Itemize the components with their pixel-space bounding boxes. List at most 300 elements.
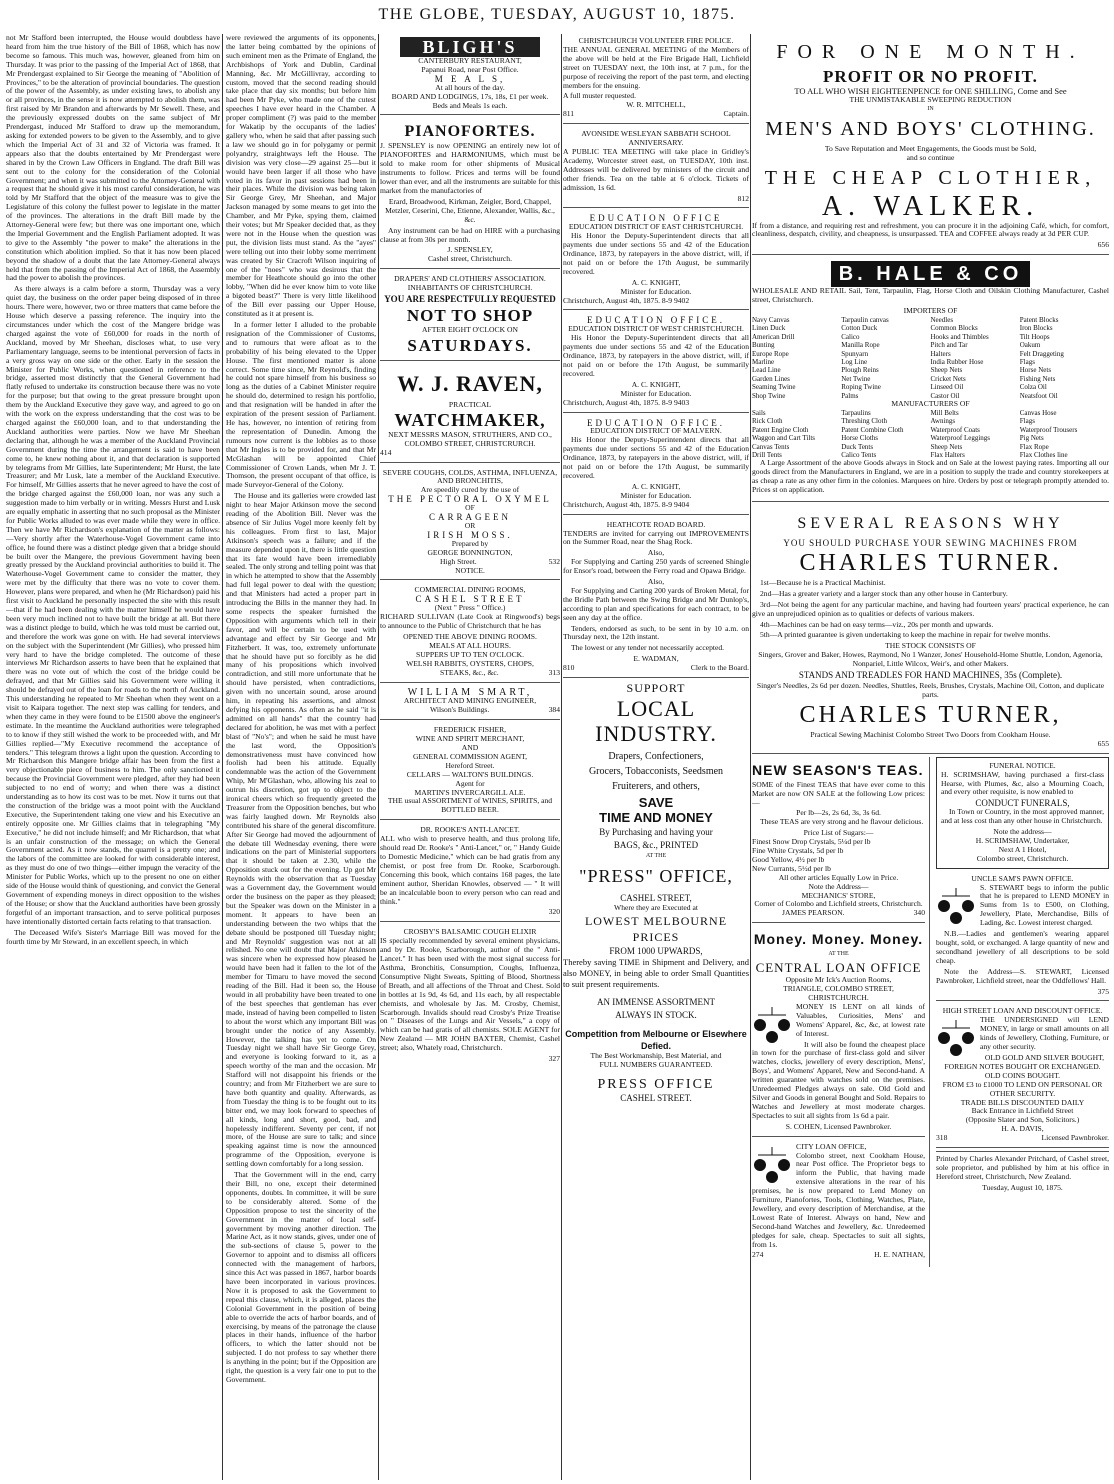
hale-make-list: [752, 409, 1109, 459]
hale-make-item: Sheep Nets: [930, 442, 963, 451]
pianofortes-body: J. SPENSLEY is now OPENING an entirely new lot of PIANOFORTES and HARMONIUMS, which must be sold to make room for other shipments of Musical instruments to follow. Prices and terms will be found lower than ever, and all the instruments are suitable for this market from the manufactories of: [380, 141, 560, 195]
cityloan-num: 274: [752, 1250, 764, 1260]
money-body: MONEY IS LENT on all kinds of Valuables, Curiosities, Mens' and Womens' Apparel, &c, &c, at lowest rate of Interest.: [796, 1001, 925, 1038]
money-office: CENTRAL LOAN OFFICE: [755, 960, 922, 976]
education-sig: A. C. KNIGHT,: [631, 481, 681, 491]
education-body: His Honor the Deputy-Superintendent directs that all payments due under sections 55 and 42 of the Education Ordinance, 1873, by ratepayers in the above district, will, if not paid on or before the 17th August, be summarily recovered.: [563, 333, 749, 378]
hale-import-item: Roping Twine: [841, 383, 881, 392]
teas-l7: Corner of Colombo and Lichfield streets, Christchurch.: [754, 899, 923, 909]
teas-num: 340: [913, 908, 925, 918]
uncle-title: UNCLE SAM'S PAWN OFFICE.: [971, 873, 1074, 883]
hale-import-item: Patent Blocks: [1019, 315, 1059, 324]
smart-name: WILLIAM SMART,: [407, 686, 533, 698]
hale-import-item: American Drill: [752, 332, 795, 341]
smart-num: 384: [548, 705, 560, 715]
education-district: EDUCATION DISTRICT OF MALVERN.: [590, 426, 722, 436]
hale-footer: A Large Assortment of the above Goods always in Stock and on Sale at the lowest paying rates. Importing all our goods direct from the Manufacturers in England, we are in a position to supply the trade and country storekeepers at as cheap a rate as any other firm in the colonies. Marquees on hire. Orders by post or telegraph promptly attended to. Prices st on application.: [752, 458, 1109, 495]
hale-import-item: Garden Lines: [752, 374, 790, 383]
press-l14: FULL NUMBERS GUARANTEED.: [599, 1059, 713, 1069]
pianofortes-makers: Erard, Broadwood, Kirkman, Zeigler, Bord, Chappel, Metzler, Ceserini, Che, Etienne, Alexander, Wallis, &c., &c.: [385, 196, 555, 224]
pianofortes-addr: Cashel street, Christchurch.: [428, 254, 512, 264]
hale-make-item: Waterproof Coats: [930, 425, 980, 434]
volunteer-body: THE ANNUAL GENERAL MEETING of the Members of the above will be held at the Fire Brigade Hall, Lichfield street on TUESDAY next, the 10th inst, at 7 p.m., for the purpose of receiving the report of the past term, and electing members for the ensuing.: [563, 44, 749, 90]
oxymel-num: 532: [548, 556, 560, 566]
hsloan-num: 318: [936, 1133, 948, 1143]
raven-ad: [380, 364, 560, 463]
funeral-l4: Note the address—: [993, 827, 1052, 837]
walker-l8: If from a distance, and requiring rest and refreshment, you can procure it in the adjoining Café, which, for comfort, cleanliness, despatch, civility, and cheapness, is unsurpassed. TEA and COFFEE always ready at 3d PER CUP.: [752, 220, 1109, 239]
teas-ad: [752, 757, 925, 924]
hale-import-item: Sheep Nets: [930, 366, 963, 375]
fisher-and: AND: [461, 743, 479, 753]
bligh-addr: Papanui Road, near Post Office.: [421, 64, 519, 74]
article-paragraph: not Mr Stafford been interrupted, the House would doubtless have heard from him the true history of the Bill of 1868, which has now become so famous. This much was, however, gleaned from him on Thursday. It was prior to the passing of the Imperial Act of 1868, that Mr Prendergast explained to Sir George the meaning of "Abolition of Provinces," to be the alteration of provincial boundaries. The question of the power of the Assembly, as under existing laws, to abolish any or all provinces, in the sense it is now attempted to abolish them, was first raised by Mr Brandon and afterwards by Mr Sewell. These, and the previously expressed doubts on the same subject of Mr Prendergast, induced Mr Stafford to draw up the memorandum, asking for extended powers to be given to the Assembly, and to give which the Imperial Act of 31 and 32 of Victoria was framed. It appears also that the doubts entertained by Mr Prendergast were shared in by the Crown Law Officers in England. The draft Bill was sent out to the colony for the consideration of the Colonial Government; and when it was submitted to the Attorney-General with a request that he should give it his most careful consideration, he was told by Mr Stafford that the object of the measure was to give the Legislature of this colony the fullest power to legislate in the matter of the provinces. The alterations in the draft Bill made by the Attorney-General were few; but there was one important one, which the Imperial Government and the English Parliament adopted. It was to give to the Assembly "the power to make" the alterations in the constitution which abolition implied. So that it has now been placed beyond the shadow of a doubt that the late Attorney-General always held that from the passing of the Imperial Act of 1868, the Assembly had the power to abolish the provinces.: [6, 34, 220, 283]
avonside-body: A PUBLIC TEA MEETING will take place in Gridley's Academy, Worcester street east, on TUESDAY, 10th inst. Addresses will be delivered by ministers of the circuit and other friends. Tea on the table at 6 o'clock. Tickets of admission, 1s 6d.: [563, 146, 749, 192]
bligh-hours: At all hours of the day.: [435, 82, 505, 92]
editorial-column-1: [6, 34, 220, 1480]
heathcote-t4: The lowest or any tender not necessarily accepted.: [571, 643, 725, 653]
dining-ad: [380, 583, 560, 682]
article-paragraph: That the Government will in the end, carry their Bill, no one, except their determined opponents, doubts. In committee, it will be sure to be considerably altered. Some of the Opposition propose to test the sincerity of the Government in the matter of local self-government by moving another direction. The Marine Act, as it now stands, gives, under one of the sub-sections of clause 5, power to the Governor to appoint and to dismiss all officers connected with the management of harbors, since this Act was passed in 1867, harbor boards have been incorporated in various provinces. Now it is proposed to ask the Government to repeal this clause, which, it is alleged, places the Colonial Government in the position of being able to override the acts of harbor boards, and of exercising, by means of the patronage the clause places in their hands, influence of the harbor officers, to which the latter should not be subjected. I do not profess to say whether there is anything in the point; but if the Opposition are right, the question is a very fair one to put to the Government.: [226, 1170, 376, 1384]
hale-make-column: [752, 409, 841, 459]
teas-sugar-item: Good Yellow, 4½ per lb: [752, 854, 825, 864]
dining-title: COMMERCIAL DINING ROOMS,: [414, 585, 526, 595]
hale-import-item: Colza Oil: [1019, 383, 1047, 392]
hsloan-l6: Back Entrance in Lichfield Street: [971, 1106, 1074, 1116]
money-body2: It will also be found the cheapest place in town for the purchase of first-class gold and silver watches, clocks, jewellery of every description, Mens', Boys', and Womens' Apparel, New and Second-hand. A written guarantee with watches sold on the premises. Unredeemed Pledges always on sale. Old Gold and Silver and Goods in general Bought and Sold. Repairs to Watches and Jewellery at most moderate charges. Spectacles to suit all sights from 1s 6d a pair.: [752, 1039, 925, 1120]
funeral-body: H. SCRIMSHAW, having purchased a first-class Hearse, with Plumes, &c, also a Mourning Coach, and every other requisite, is now enabled to: [941, 769, 1104, 797]
education-role: Minister for Education.: [620, 490, 692, 500]
education-ad-west: [563, 313, 749, 412]
page-masthead: THE GLOBE, TUESDAY, AUGUST 10, 1875.: [378, 6, 736, 23]
pawnbroker-balls-icon: [752, 1005, 792, 1045]
hale-import-item: Horse Nets: [1019, 366, 1052, 375]
hale-import-item: Common Blocks: [930, 324, 978, 333]
hale-make-item: Patent Combine Cloth: [841, 425, 904, 434]
dining-num: 313: [548, 667, 560, 677]
funeral-l3: In Town or Country, in the most approved manner, and at less cost than any other house in Christchurch.: [941, 807, 1104, 826]
money-addr: TRIANGLE, COLOMBO STREET,: [783, 984, 894, 994]
press-l3: Fruiterers, and others,: [612, 781, 700, 792]
teas-l2: These TEAS are very strong and he flavour delicious.: [760, 817, 924, 827]
education-ad-east: [563, 211, 749, 310]
hale-import-item: Plough Reins: [841, 366, 879, 375]
fisher-ad: [380, 723, 560, 820]
hsloan-l5: TRADE BILLS DISCOUNTED DAILY: [960, 1097, 1085, 1107]
money-title: Money. Money. Money.: [753, 931, 924, 948]
fisher-l3: Hereford Street.: [445, 760, 495, 770]
hale-make-item: Rick Cloth: [752, 417, 783, 426]
education-sig: A. C. KNIGHT,: [631, 277, 681, 287]
cityloan-sig: H. E. NATHAN,: [874, 1250, 925, 1260]
turner-top: SEVERAL REASONS WHY: [797, 515, 1064, 532]
walker-in: IN: [927, 105, 934, 112]
education-body: His Honor the Deputy-Superintendent directs that all payments due under sections 55 and 42 of the Education Ordinance, 1873, by ratepayers in the above district, will, if not paid on or before the 17th August, be summarily recovered.: [563, 435, 749, 480]
funeral-ad: [936, 757, 1109, 869]
teas-body: SOME of the Finest TEAS that have ever come to this Market are now ON SALE at the following Low prices:—: [752, 779, 925, 807]
hale-import-item: Fishing Nets: [1019, 374, 1056, 383]
article-paragraph: The Deceased Wife's Sister's Marriage Bill was moved for the fourth time by Mr Steward, in an excellent speech, in which: [6, 927, 220, 946]
hale-import-item: Shop Twine: [752, 391, 786, 400]
hsloan-l3: OLD COINS BOUGHT.: [984, 1070, 1061, 1080]
education-date: Christchurch, August 4th, 1875. 8-9 9403: [563, 397, 690, 407]
rooke-ad: [380, 823, 560, 922]
hsloan-role: Licensed Pawnbroker.: [1041, 1133, 1109, 1143]
uncle-num: 375: [1097, 986, 1109, 996]
press-time: TIME AND MONEY: [599, 810, 713, 825]
press-local: LOCAL INDUSTRY.: [595, 696, 717, 746]
raven-num: 414: [380, 447, 392, 457]
hale-make-column: [841, 409, 930, 459]
hale-import-item: Tarpaulin canvas: [841, 315, 889, 324]
turner-l1: YOU SHOULD PURCHASE YOUR SEWING MACHINES FROM: [783, 538, 1078, 548]
dining-l4: SUPPERS UP TO TEN O'CLOCK.: [415, 649, 525, 659]
hale-make-item: Flax Halters: [930, 450, 965, 459]
drapers-line2: YOU ARE RESPECTFULLY REQUESTED: [384, 294, 556, 305]
raven-trade: WATCHMAKER,: [394, 409, 546, 430]
turner-ad: [752, 505, 1109, 754]
walker-l3: MEN'S AND BOYS' CLOTHING.: [765, 117, 1096, 140]
hale-import-item: Europe Rope: [752, 349, 789, 358]
hale-make-item: Threshing Cloth: [841, 417, 887, 426]
education-district: EDUCATION DISTRICT OF EAST CHRISTCHURCH.: [568, 222, 744, 232]
hsloan-ad: [936, 1004, 1109, 1148]
uncle-sam-ad: [936, 872, 1109, 1002]
education-role: Minister for Education.: [620, 286, 692, 296]
article-paragraph: were reviewed the arguments of its opponents, the latter being combatted by the opinions of such eminent men as the Primate of England, the Archbishops of York and Dublin, Cardinal Manning, &c. Mr McGillivray, according to custom, moved that the second reading should take place that day six months; but before him had been Mr Pyke, who made one of the cutest speeches I have ever heard in the Chamber. A proper compliment (?) was paid to the member for Wakatip by the occupants of the ladies' gallery who, when he said that after passing such a law we should go in for polygamy or permit polyandry, straightways left the House. The division was very close—29 against 25—but it would have been larger if all those who have voted in its favor in past sessions had been in their places. While the division was being taken Sir George Grey, Mr Sheehan, and Major Jackson managed by some means to get into the Chamber, and Mr Pyke, spying them, claimed their votes; but Mr Speaker decided that, as they were not in the House when the question was put, the division lists must stand. As the "ayes" were telling out into their lobby some merriment was created by Sir Cracroft Wilson inquiring of one of the "noes" who was desirous that the member for Heathcote should go into the other lobby, "When did he ever know him to vote like a bigoted beast?" There is very little likelihood of the Bill ever passing our Upper House, constituted as it at present is.: [226, 34, 376, 319]
hale-make-item: Flax Rope: [1019, 442, 1049, 451]
turner-reason: 1st—Because he is a Practical Machinist.: [760, 577, 886, 587]
crosby-title: CROSBY'S BALSAMIC COUGH ELIXIR: [403, 927, 537, 937]
crosby-num: 327: [548, 1054, 560, 1064]
press-cashel: CASHEL STREET,: [620, 892, 692, 903]
hale-import-item: Cotton Duck: [841, 324, 878, 333]
column-rule: [561, 34, 562, 1480]
turner-name2: CHARLES TURNER,: [799, 701, 1062, 728]
ads-column-4: [563, 34, 749, 1480]
teas-sig: JAMES PEARSON.: [782, 908, 845, 918]
dining-body: RICHARD SULLIVAN (Late Cook at Ringwood's) begs to announce to the Public of Christchurch that he has: [380, 612, 560, 631]
ads-column-5: [752, 34, 1109, 1480]
funeral-l5: H. SCRIMSHAW, Undertaker,: [975, 835, 1070, 845]
funeral-l2: CONDUCT FUNERALS,: [975, 798, 1070, 809]
avonside-ad: [563, 127, 749, 208]
rooke-title: DR. ROOKE'S ANTI-LANCET.: [420, 825, 520, 835]
heathcote-sig: E. WADMAN,: [633, 654, 679, 664]
ads-column-3: [380, 34, 560, 1480]
press-office-ad: [563, 681, 749, 1106]
heathcote-also: Also,: [647, 548, 665, 558]
hale-make-item: Flax Clothes line: [1019, 450, 1068, 459]
bligh-beds: Beds and Meals 1s each.: [432, 100, 508, 110]
turner-stock: THE STOCK CONSISTS OF: [885, 641, 976, 651]
turner-stands: STANDS AND TREADLES FOR HAND MACHINES, 35s (Complete).: [798, 670, 1063, 681]
fisher-name: FREDERICK FISHER,: [433, 725, 507, 735]
teas-sugar-item: New Currants, 5½d per lb: [752, 863, 831, 873]
press-l13: The Best Workmanship, Best Material, and: [590, 1050, 722, 1060]
turner-reason: 4th—Machines can be had on easy terms—viz., 20s per month and upwards.: [760, 619, 994, 629]
fisher-l1: WINE AND SPIRIT MERCHANT,: [415, 734, 525, 744]
walker-num: 656: [1097, 240, 1109, 250]
raven-practical: PRACTICAL: [448, 399, 492, 409]
pianofortes-ad: [380, 118, 560, 269]
column-rule: [222, 34, 223, 1480]
dining-l6: STEAKS, &c., &c.: [440, 667, 499, 677]
hsloan-title: HIGH STREET LOAN AND DISCOUNT OFFICE.: [942, 1006, 1103, 1016]
hale-import-item: Calico: [841, 332, 860, 341]
hale-import-item: Seaming Twine: [752, 383, 796, 392]
teas-l4: All other articles Equally Low in Price.: [778, 872, 899, 882]
hale-import-item: Net Twine: [841, 374, 871, 383]
cityloan-body: Colombo street, next Cookham House, near Post office. The Proprietor begs to inform the Public, that having made extensive alterations in the rear of his premises, he is now prepared to Lend Money on Furniture, Pianofortes, Tools, Clothing, Watches, Plate, Jewellery, and every description of Merchandise, at the Lowest Rate of Interest. Always on hand, New and Second-hand Watches and Jewellery, &c. Unredeemed pledges for sale, cheap. Spectacles to suit all sights, from 1s.: [752, 1150, 925, 1249]
education-title: EDUCATION OFFICE: [589, 213, 723, 224]
crosby-body: IS specially recommended by several eminent physicians, and by Dr. Rooke, Scarborough, author of the " Anti-Lancet." It has been used with the most signal success for Asthma, Bronchitis, Consumption, Coughs, Influenza, Consumptive Night Sweats, Spitting of Blood, Shortness of Breath, and all affections of the Throat and Chest. Sold in bottles at 1s 9d, 4s 6d, and 11s each, by all respectable chemists, and wholesale by Jas. M. Crosby, Chemist, Scarborough. Invalids should read Crosby's Prize Treatise on " Diseases of the Lungs and Air Vessels," a copy of which can be had gratis of all chemists. SOLE AGENT for New Zealand — MR JOHN BAXTER, Chemist, Cashel street; also, Whately road, Christchurch.: [380, 936, 560, 1053]
fisher-l5: Agent for: [455, 778, 485, 788]
hale-import-item: Oakum: [1019, 341, 1041, 350]
uncle-body: S. STEWART begs to inform the public that he is prepared to LEND MONEY in Sums from 1s to £500, on Clothing, Jewellery, Plate, Merchandise, Bills of Lading, &c. Lowest interest charged.: [980, 882, 1109, 928]
heathcote-num: 810: [563, 663, 575, 673]
hale-importers: IMPORTERS OF: [903, 306, 958, 316]
hsloan-l7: (Opposite Slater and Son, Solicitors.): [965, 1115, 1080, 1125]
press-l16: CASHEL STREET.: [620, 1092, 692, 1103]
raven-name: W. J. RAVEN,: [397, 370, 543, 396]
hale-name: B. HALE & CO: [831, 261, 1031, 287]
hale-import-column: [931, 316, 1020, 400]
hale-make-item: Awnings: [930, 417, 956, 426]
hale-import-item: Marline: [752, 358, 775, 366]
press-save: SAVE: [638, 795, 674, 810]
hale-import-item: Navy Canvas: [752, 315, 790, 324]
education-ad-malvern: [563, 416, 749, 515]
hale-make-item: Patent Engine Cloth: [752, 425, 809, 434]
turner-needles: Singer's Needles, 2s 6d per dozen. Needles, Shuttles, Reels, Brushes, Crystals, Machine Oil, Cotton, and duplicate parts.: [756, 681, 1105, 699]
hale-intro: WHOLESALE AND RETAIL Sail, Tent, Tarpaulin, Flag, Horse Cloth and Oilskin Clothing Manufacturer, Cashel street, Christchurch.: [752, 286, 1109, 305]
oxymel-l9: GEORGE BONNINGTON,: [427, 547, 513, 557]
hale-make-item: Canvas Tents: [752, 442, 790, 451]
hale-import-item: Linen Duck: [752, 324, 786, 333]
education-role: Minister for Education.: [620, 388, 692, 398]
heathcote-also: Also,: [647, 577, 665, 587]
hale-import-column: [841, 316, 930, 400]
smart-l1: ARCHITECT AND MINING ENGINEER,: [403, 696, 537, 706]
raven-addr: COLOMBO STREET, CHRISTCRURCH.: [404, 438, 536, 448]
hale-import-item: Spunyarn: [841, 349, 869, 358]
education-district: EDUCATION DISTRICT OF WEST CHRISTCHURCH.: [568, 324, 744, 334]
hale-import-item: Castor Oil: [930, 391, 960, 400]
turner-reason: 5th—A printed guarantee is given undertaking to keep the machine in repair for twelve months.: [760, 630, 1051, 640]
walker-l4: To Save Reputation and Meet Engagements, the Goods must be Sold,: [824, 143, 1037, 153]
hale-make-item: Mill Belts: [930, 408, 959, 417]
bligh-ad: [380, 34, 560, 115]
hale-import-item: Hooks and Thimbles: [930, 332, 989, 341]
hale-import-item: Manilla Rope: [841, 341, 880, 350]
walker-top: FOR ONE MONTH.: [776, 41, 1085, 63]
press-l15: PRESS OFFICE: [597, 1076, 715, 1092]
fisher-l2: GENERAL COMMISSION AGENT,: [412, 751, 528, 761]
teas-l5: Note the Address—: [808, 881, 869, 891]
volunteer-num: 811: [563, 109, 575, 119]
uncle-note: Note the Address—S. STEWART, Licensed Pawnbroker, Lichfield street, near the Oddfellows' Hall.: [936, 966, 1109, 985]
press-l4: By Purchasing and having your: [599, 827, 713, 837]
press-l6: Where they are Executed at: [614, 902, 698, 912]
hale-import-list: [752, 316, 1109, 400]
education-date: Christchurch, August 4th, 1875. 8-9 9404: [563, 499, 690, 509]
dining-next: (Next " Press " Office.): [434, 603, 506, 613]
turner-name: CHARLES TURNER.: [799, 549, 1062, 576]
drapers-line3: NOT TO SHOP: [406, 306, 534, 326]
hale-import-item: Iron Blocks: [1019, 324, 1053, 333]
oxymel-l7: IRISH MOSS.: [427, 529, 513, 540]
dining-l3: MEALS AT ALL HOURS.: [429, 640, 511, 650]
oxymel-ad: [380, 466, 560, 581]
teas-prices: Per lb—2s, 2s 6d, 3s, 3s 6d.: [796, 808, 881, 818]
press-office: "PRESS" OFFICE,: [579, 865, 733, 886]
volunteer-role: Captain.: [723, 109, 749, 119]
teas-sugar-item: Fine White Crystals, 5d per lb: [752, 846, 844, 856]
heathcote-t3: Tenders, endorsed as such, to be sent in by 10 a.m. on Thursday next, the 12th instant.: [563, 623, 749, 642]
oxymel-l3: THE PECTORAL OXYMEL: [388, 494, 552, 505]
hale-make-item: Tarpaulins: [841, 408, 871, 417]
press-l12: Competition from Melbourne or Elsewhere Defied.: [565, 1028, 747, 1051]
bligh-name: BLIGH'S: [400, 37, 540, 57]
rooke-body: ALL who wish to preserve health, and thus prolong life, should read Dr. Rooke's " Anti-Lancet," or, " Handy Guide to Domestic Medicine," which can be had gratis from any chemist, or post free from Dr. Rooke, Scarborough. Concerning this book, which contains 168 pages, the late eminent author, Sheridan Knowles, observed — " It will be an incalculable boon to every person who can read and think.": [380, 834, 560, 906]
hale-make-item: Canvas Hose: [1019, 408, 1057, 417]
press-support: SUPPORT: [626, 681, 686, 696]
hale-import-item: Palms: [841, 391, 859, 400]
hale-import-item: Pitch and Tar: [930, 341, 968, 350]
press-l2: Grocers, Tobacconists, Seedsmen: [588, 766, 724, 777]
dining-l5: WELSH RABBITS, OYSTERS, CHOPS,: [406, 658, 534, 668]
hale-make-item: Sails: [752, 408, 766, 417]
teas-l3: Price List of Sugars:—: [803, 828, 874, 838]
hale-make-item: Drill Tents: [752, 450, 782, 459]
pianofortes-sig: J. SPENSLEY,: [447, 245, 493, 255]
teas-title: NEW SEASON'S TEAS.: [752, 761, 924, 778]
hsloan-l4: FROM £3 to £1000 TO LEND ON PERSONAL OR OTHER SECURITY.: [942, 1079, 1103, 1098]
hale-manufacturers: MANUFACTURERS OF: [891, 399, 970, 409]
education-title: EDUCATION OFFICE.: [586, 315, 725, 326]
heathcote-t1: For Supplying and Carting 250 yards of screened Shingle for Ensor's road, between the Ferry road and Opawa Bridge.: [563, 557, 749, 576]
pawnbroker-balls-icon: [752, 1145, 792, 1185]
walker-l6: THE CHEAP CLOTHIER,: [764, 166, 1097, 189]
hale-ad: [752, 258, 1109, 502]
education-date: Christchurch, August 4th, 1875. 8-9 9402: [563, 295, 690, 305]
press-l8: FROM 1000 UPWARDS,: [609, 945, 703, 956]
fisher-l7: THE usual ASSORTMENT of WINES, SPIRITS, and BOTTLED BEER.: [387, 796, 553, 815]
press-l11: ALWAYS IN STOCK.: [615, 1009, 697, 1020]
teas-sugar-list: [752, 838, 925, 874]
rooke-num: 320: [548, 907, 560, 917]
dining-l2: OPENED THE ABOVE DINING ROOMS.: [403, 631, 537, 641]
cityloan-ad: [752, 1140, 925, 1265]
money-sig: S. COHEN, Licensed Pawnbroker.: [785, 1121, 892, 1131]
hale-make-item: Duck Tents: [841, 442, 874, 451]
teas-sugar-item: Finest Snow Drop Crystals, 5¼d per lb: [752, 837, 871, 847]
oxymel-l5: CARRAGEEN: [428, 512, 511, 523]
article-paragraph: As there always is a calm before a storm, Thursday was a very quiet day, the business on the order paper being disposed of in three hours. There were, however, two or three matters that came before the House which deserve a passing reference. The inquiry into the circumstances under which the cost of the Mangere bridge was charged against the vote of £60,000 for roads in the north of Auckland, moved by Mr Sheehan, discloses what, to use very Parliamentary language, seems to be intentional perversion of facts in a very gross way on one side or the other. Early in the session the Minister for Public Works, when questioned in reference to the bridge, asserted most distinctly that the General Government had flatly refused to undertake its construction because there was no vote for the purpose; but that owing to the great pressure brought upon them by the Auckland Executive they gave way, and agreed to go on with the work on the express understanding that the cost was to be charged against the £60,000 loan, and to that understanding the Auckland authorities were parties. Now we have Mr Sheehan declaring that, although he was a member of the Auckland Provincial Government during the time the arrangement is said to have been come to, he knew nothing about it, and that declaration is supported by telegrams from Mr Gillies, late Superintendent; Mr Hurst, the late Treasurer; and Mr Lusk, late a member of the Auckland Executive. For himself, Mr Gillies asserts that he never agreed to have the cost of the bridge charged against the £60,000 loan, nor was any such a suggestion made to him verbally or in writing. Messrs Hurst and Lusk are equally emphatic in asserting that no such proposal as the Minister for Public Works alluded to was ever made while they were in office. Then we have Mr Richardson's explanation of the matter as follows:—Very shortly after the Waterhouse-Vogel Government came into office, he found there was a distinct pledge given that a bridge should be built over the Mangere, the previous Government having been greatly pressed by the Auckland provincial authorities to build it. The Waterhouse-Vogel Government came to consider the matter, they were met by the difficulty that there was no vote to cover them. However, plans were prepared, and when he (Mr Richardson) paid his first visit to Auckland he personally inspected the site with this result—that if he had been dealing with the matter himself he would have been very much inclined not to have built the bridge at all. But there was a distinct pledge to build, which he was told must be carried out, and therefore the work was gone on with. He had several interviews on the subject with the Superintendent (Mr Gillies), who pressed him very hard to have the bridge completed. The outcome of these interviews Mr Richardson asserts to have been that he explained that there was no vote out of which the cost of the bridge could be defrayed, and that Mr Gillies said his Government were willing it should be defrayed out of the loan for roads to the north of Auckland. This understanding he repeated to Mr Sheehan when they went on a visit to Kaipara together. The next step was calling for tenders, and when they came in they were found to be £1500 above the engineer's estimate. In the meantime the Auckland authorities were telegraphed to to know if they still wished the work to be proceeded with, and Mr Gillies replied—"My Executive recommend the acceptance of tenders." This telegram throws a light upon the question. According to Mr Richardson this Mangere bridge affair has been from the first a very objectionable piece of business to him. The only sanctioned it because the Provincial Government were pledged, after they had been subjected to no end of worry; and when there was a distinct understanding as to how its cost was to be met. Now it turns out that the construction of the bridge was a moot point with the Auckland Executive, the Superintendent taking one view and his Executive an entirely opposite one. Mr Gillies claims that in telegraphing "My Executive," he did not include himself; and Mr Richardson, that what is an unfair construction of the message; on which the General Government acted. As it now stands, the quarrel is a pretty one; and the labors of the committee are looked for with considerable interest, as they must do one of two things—either impugn the veracity of the Minister for Public Works, which up to the present no one on either side of the House would think of questioning, and convict the General Government of expending moneys in direct opposition to the wishes of the House; or show that the Auckland authorities have been grossly forgetful of an important transaction, and to serve political purposes have intentionally distorted certain facts relating to that transaction.: [6, 284, 220, 926]
walker-profit: PROFIT OR NO PROFIT.: [823, 67, 1038, 86]
volunteer-ad: [563, 34, 749, 124]
hale-import-column: [1020, 316, 1109, 400]
volunteer-muster: A full muster requested.: [563, 91, 636, 101]
hsloan-body: THE UNDERSIGNED will LEND MONEY, in large or small amounts on all kinds of Jewellery, Clothing, Furniture, or any other security.: [980, 1015, 1109, 1052]
education-sig: A. C. KNIGHT,: [631, 379, 681, 389]
drapers-line5: SATURDAYS.: [407, 335, 533, 355]
oxymel-l1: SEVERE COUGHS, COLDS, ASTHMA, INFLUENZA, AND BRONCHITIS,: [382, 467, 558, 486]
editorial-column-2: [226, 34, 376, 1480]
smart-l2: Wilson's Buildings.: [430, 705, 490, 715]
press-l5: BAGS, &c., PRINTED: [613, 840, 699, 850]
column-rule: [750, 34, 751, 1480]
avonside-title: AVONSIDE WESLEYAN SABBATH SCHOOL ANNIVERSARY.: [581, 129, 731, 148]
education-body: His Honor the Deputy-Superintendent directs that all payments due under sections 55 and 42 of the Education Ordinance, 1873, by ratepayers in the above district, will, if not paid on or before the 17th August, be summarily recovered.: [563, 231, 749, 276]
turner-num: 655: [1097, 738, 1109, 748]
hale-import-column: [752, 316, 841, 400]
press-l7: LOWEST MELBOURNE PRICES: [584, 913, 728, 944]
pawnbroker-balls-icon: [936, 886, 976, 926]
turner-reasons: [752, 579, 1109, 640]
hale-import-item: Cricket Nets: [930, 374, 966, 383]
press-l9: Thereby saving TIME in Shipment and Delivery, and also MONEY, in being able to order Small Quantities to suit present requirements.: [563, 956, 749, 989]
walker-l2: THE UNMISTAKABLE SWEEPING REDUCTION: [849, 94, 1012, 104]
oxymel-l6: OR: [464, 521, 476, 530]
article-paragraph: The House and its galleries were crowded last night to hear Major Atkinson move the second reading of the Abolition Bill. Never was the absence of Sir Julius Vogel more keenly felt by his colleagues. From first to last, Major Atkinson's speech was a failure; and if the measure depended upon it, there is little question that its fate would have been irremediably sealed. The only strong and telling point was that in which he attempted to show that the Assembly had full legal power to deal with the question; and that Ministers had acted a proper part in introducing the Bills in the manner they had. In some respects the speaker furnished the Opposition with arguments which tell in their favor, and will be certain to be used with advantage and effect by Sir George and Mr Fitzherbert. It was, too, extremely unfortunate that he should have put so forcibly as he did many of his propositions which involved contradiction, and still more unfortunate that he should have persisted, when contradictions, given with no uncertain sound, arose around him, in repeating his assertions, and almost defying his opponents. As often as he said "it is admitted on all hands" that the country had declared for abolition, he was met with a perfect blast of "No's"; and when he said he must have the last word, the Opposition's demonstrativeness must have convinced how foolish had been his attitude. Equally condemnable was the action of the Government Whip, Mr M'Glashan, who, allowing his zeal to outrun his discretion, got up to object to the ironical cheers which so frequently greeted the Treasurer from the Opposition benches, but who was fairly laughed down. Mr Reynolds also contributed his share of the general discomfiture. After Sir George had moved the adjournment of the debate till Wednesday evening, there were indications on the part of Ministerial supporters that it should be taken at 2.30, while the Opposition stuck out for the evening. Up got Mr Reynolds with the observation that as Tuesday was a Government day, the Government would order the business on the paper as they pleased; but the Speaker was down on the Minister in a moment. It appears to have been an understanding between the two whips that the debate should be postponed till Tuesday night; and Mr Reynolds' suggestion was not at all relished. No one will doubt that Major Atkinson was sincere when he expressed how pleased he would have been had it fallen to the lot of the member for Timaru to have moved the second reading of the Bill. Had it been so, the House would in all probability have been treated to one of the best speeches that gentleman has ever made, instead of having been compelled to listen to about the worst which any important Bill was brought under the notice of any Assembly. However, the talking has yet to come. On Tuesday night we shall have Sir George Grey, and everyone is looking forward to it, as a speech worthy of the man and the occasion. Mr Stafford will not disappoint his friends or the country; and from Mr Fitzherbert we are sure to have both quantity and quality. Afterwards, as from Tuesday the thing is to be fought out to its bitter end, we may look forward to speeches of all kinds, long and short, good, bad, and hopelessly indifferent. Seventy per cent, if not more, of the House are sure to talk; and since speaking against time is now the announced programme of the Opposition, everyone is settling down comfortably for a long session.: [226, 491, 376, 1169]
hale-make-item: Waggon and Cart Tilts: [752, 434, 816, 443]
hale-make-item: Waterproof Trousers: [1019, 425, 1078, 434]
funeral-l7: Colombo street, Christchurch.: [976, 853, 1069, 863]
heathcote-title: HEATHCOTE ROAD BOARD.: [606, 519, 706, 529]
drapers-line4: AFTER EIGHT O'CLOCK ON: [422, 325, 518, 335]
pawnbroker-balls-icon: [936, 1018, 976, 1058]
oxymel-l8: Prepared by: [451, 538, 489, 548]
hale-make-column: [1020, 409, 1109, 459]
pianofortes-title: PIANOFORTES.: [404, 123, 536, 141]
avonside-num: 812: [737, 193, 749, 203]
heathcote-t2: For Supplying and Carting 200 yards of Broken Metal, for the Bridle Path between the Swing Bridge and Mr Dunlop's, according to plan and specifications for each contract, to be seen any day at the office.: [563, 585, 749, 622]
walker-l7: A. WALKER.: [821, 190, 1040, 222]
turner-stocklist: Singers, Grover and Baker, Howes, Raymond, No 1 Wanzer, Jones' Household-Home Shuttle, London, Agenoria, Nonpariel, Little Wilcox, Weir's, and other Makers.: [758, 650, 1103, 669]
turner-reason: 2nd—Has a greater variety and a larger stock than any other house in Canterbury.: [760, 588, 1008, 598]
fisher-l6: MARTIN'S INVERCARGILL ALE.: [414, 787, 526, 797]
teas-l6: MECHANICS' STORE,: [801, 890, 876, 900]
drapers-title: DRAPERS' AND CLOTHIERS' ASSOCIATION.: [394, 274, 546, 284]
hsloan-l2: OLD GOLD AND SILVER BOUGHT, FOREIGN NOTES BOUGHT OR EXCHANGED.: [944, 1052, 1105, 1071]
walker-body: TO ALL WHO WISH EIGHTEENPENCE for ONE SHILLING, Come and See: [794, 86, 1067, 96]
hale-import-item: Felt Draggeting: [1019, 349, 1064, 358]
drapers-line1: INHABITANTS OF CHRISTCHURCH.: [407, 283, 533, 293]
press-at: AT THE: [645, 853, 667, 859]
imprint-text: Printed by Charles Alexander Pritchard, of Cashel street, sole proprietor, and published by him at his office in Hereford street, Christchurch, New Zealand.: [936, 1154, 1109, 1181]
funeral-l6: Next A 1 Hotel,: [998, 844, 1047, 854]
hale-make-item: Pig Nets: [1019, 434, 1044, 443]
hale-make-item: Horse Cloths: [841, 434, 878, 443]
article-paragraph: In a former letter I alluded to the probable resignation of the Commissioner of Customs, and to rumours that were afloat as to the probability of his being elevated to the Upper House. The first mentioned matter is alone correct. Some time since, Mr Reynold's, finding he could not spare himself from his business so long as the duties of a Cabinet Minister require he should do, determined to resign his portfolio, and that resignation will be handed in after the expiration of the present session of Parliament. He has, however, no intention of retiring from the representation of Dunedin. Among the rumours now current is the lobbies as to those that Mr Ingles is to be provided for, and that Mr McGlashan will be appointed Chief Commissioner of Crown Lands, when Mr J. T. Thomson, the present occupant of that office, is made Surveyor-General of the Colony.: [226, 320, 376, 490]
walker-ad: [752, 34, 1109, 255]
education-title: EDUCATION OFFICE.: [586, 417, 725, 428]
hale-import-item: Linseed Oil: [930, 383, 964, 392]
oxymel-l4: OF: [465, 503, 475, 513]
oxymel-notice: NOTICE.: [455, 565, 485, 575]
smart-ad: [380, 686, 560, 721]
money-opp: Opposite Mr Ick's Auction Rooms,: [785, 975, 892, 985]
hale-make-item: Waterproof Leggings: [930, 434, 990, 443]
hale-import-item: Lead Line: [752, 366, 781, 375]
volunteer-sig: W. R. MITCHELL,: [626, 100, 686, 110]
bligh-sub: CANTERBURY RESTAURANT,: [418, 56, 522, 65]
drapers-ad: [380, 272, 560, 361]
hale-import-item: Flags: [1019, 358, 1035, 366]
press-l10: AN IMMENSE ASSORTMENT: [597, 996, 715, 1007]
